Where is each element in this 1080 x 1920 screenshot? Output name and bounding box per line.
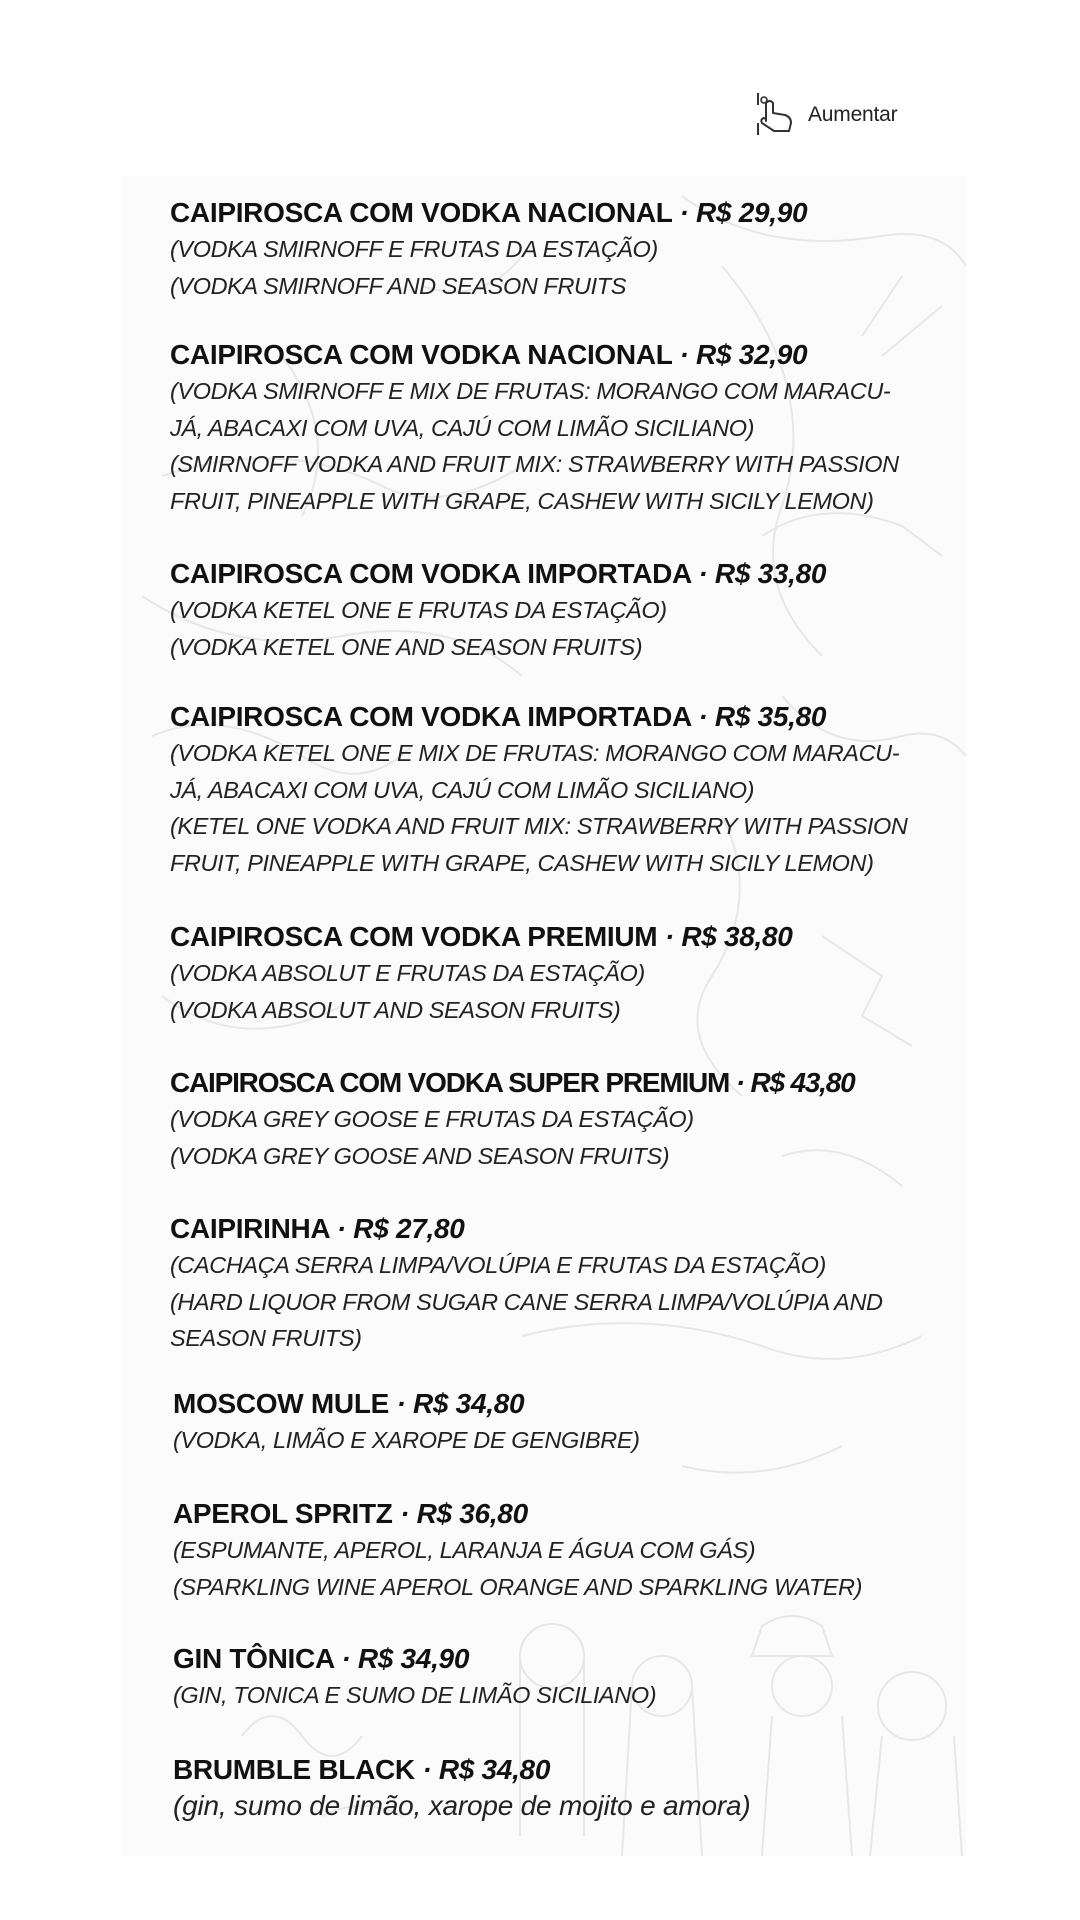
item-name: APEROL SPRITZ <box>173 1498 393 1529</box>
item-name: MOSCOW MULE <box>173 1388 390 1419</box>
item-name: BRUMBLE BLACK <box>173 1754 423 1785</box>
item-name: CAIPIROSCA COM VODKA NACIONAL <box>170 197 673 228</box>
item-name: CAIPIROSCA COM VODKA PREMIUM <box>170 921 658 952</box>
item-price: · R$ 34,80 <box>422 1754 551 1785</box>
item-name: CAIPIROSCA COM VODKA IMPORTADA <box>170 701 691 732</box>
item-price: · R$ 43,80 <box>735 1067 855 1098</box>
pinch-zoom-icon <box>752 89 798 141</box>
item-name: CAIPIROSCA COM VODKA IMPORTADA <box>170 558 691 589</box>
item-name: CAIPIROSCA COM VODKA SUPER PREMIUM <box>170 1067 730 1098</box>
item-name: GIN TÔNICA <box>173 1643 334 1674</box>
item-name: CAIPIROSCA COM VODKA NACIONAL <box>170 339 673 370</box>
menu-item <box>170 919 970 1028</box>
item-price: · R$ 27,80 <box>336 1213 465 1244</box>
item-name: CAIPIRINHA <box>170 1213 330 1244</box>
item-description: (ESPUMANTE, APEROL, LARANJA E ÁGUA COM GÁS) (SPARKLING WINE APEROL ORANGE AND SPARKLING WATER) <box>173 1537 863 1600</box>
menu-item <box>170 556 970 665</box>
item-price: · R$ 36,80 <box>400 1498 528 1529</box>
item-price: · R$ 38,80 <box>664 921 793 952</box>
menu-item <box>170 195 970 304</box>
menu-item <box>173 1641 973 1714</box>
zoom-button[interactable] <box>752 84 912 146</box>
item-description: (VODKA SMIRNOFF E FRUTAS DA ESTAÇÃO) (VODKA SMIRNOFF AND SEASON FRUITS <box>170 236 658 299</box>
item-description: (VODKA GREY GOOSE E FRUTAS DA ESTAÇÃO) (VODKA GREY GOOSE AND SEASON FRUITS) <box>170 1106 694 1169</box>
item-price: · R$ 34,90 <box>341 1643 470 1674</box>
item-description: (VODKA ABSOLUT E FRUTAS DA ESTAÇÃO) (VODKA ABSOLUT AND SEASON FRUITS) <box>170 960 645 1023</box>
item-price: · R$ 35,80 <box>698 701 827 732</box>
menu-item <box>170 1211 970 1357</box>
item-description: (VODKA KETEL ONE E MIX DE FRUTAS: MORANGO COM MARACU- JÁ, ABACAXI COM UVA, CAJÚ COM LIMÃO SICILIANO) (KETEL ONE VODKA AND FRUIT MIX: STRAWBERRY WITH PASSION FRUIT, PINEAPPLE WITH GRAPE, CASHEW WITH SICILY LEMON) <box>170 740 908 876</box>
item-price: · R$ 33,80 <box>698 558 827 589</box>
item-description: (VODKA SMIRNOFF E MIX DE FRUTAS: MORANGO COM MARACU- JÁ, ABACAXI COM UVA, CAJÚ COM LIMÃO SICILIANO) (SMIRNOFF VODKA AND FRUIT MIX: STRAWBERRY WITH PASSION FRUIT, PINEAPPLE WITH GRAPE, CASHEW WITH SICILY LEMON) <box>170 378 899 514</box>
menu-item <box>170 1065 970 1174</box>
item-description: (CACHAÇA SERRA LIMPA/VOLÚPIA E FRUTAS DA ESTAÇÃO) (HARD LIQUOR FROM SUGAR CANE SERRA LIMPA/VOLÚPIA AND SEASON FRUITS) <box>170 1252 883 1351</box>
item-description: (VODKA KETEL ONE E FRUTAS DA ESTAÇÃO) (VODKA KETEL ONE AND SEASON FRUITS) <box>170 597 667 660</box>
menu-item <box>170 699 970 881</box>
item-description: (gin, sumo de limão, xarope de mojito e amora) <box>173 1790 751 1821</box>
menu-item <box>173 1496 973 1605</box>
item-price: · R$ 32,90 <box>679 339 808 370</box>
item-description: (VODKA, LIMÃO E XAROPE DE GENGIBRE) <box>173 1427 640 1453</box>
zoom-label: Aumentar <box>808 103 898 126</box>
item-description: (GIN, TONICA E SUMO DE LIMÃO SICILIANO) <box>173 1682 657 1708</box>
item-price: · R$ 34,80 <box>396 1388 525 1419</box>
menu-item <box>173 1752 973 1825</box>
menu-item <box>170 337 970 519</box>
item-price: · R$ 29,90 <box>679 197 808 228</box>
menu-item <box>173 1386 973 1459</box>
